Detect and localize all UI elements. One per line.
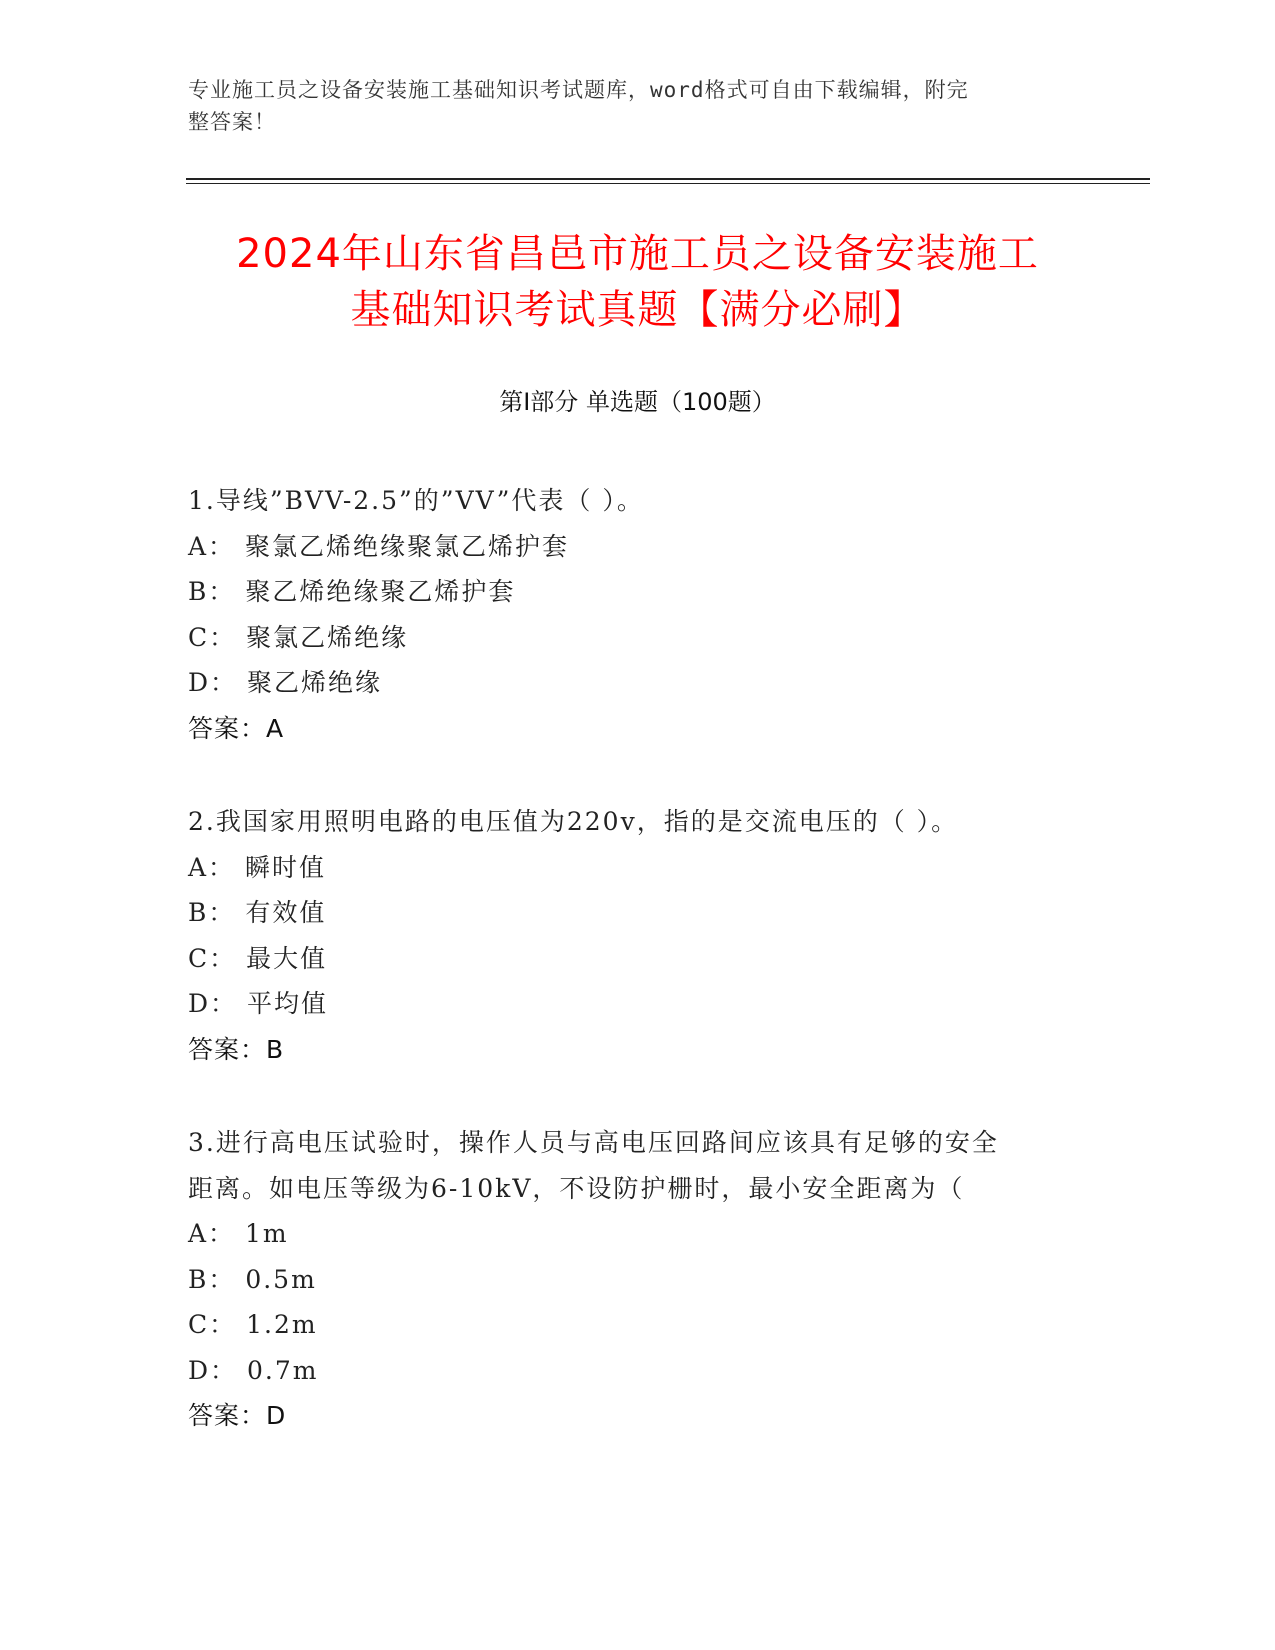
option-b	[188, 569, 1088, 615]
header-divider-thick	[186, 178, 1150, 180]
option-label: A：	[188, 1219, 236, 1248]
question-2	[188, 799, 1088, 1072]
question-3	[188, 1120, 1088, 1439]
option-a	[188, 845, 1088, 891]
option-text: 聚乙烯绝缘	[247, 668, 383, 697]
document-title-line-2: 基础知识考试真题【满分必刷】	[350, 287, 925, 333]
question-list	[188, 478, 1088, 1487]
option-text: 瞬时值	[245, 852, 327, 882]
option-b	[188, 890, 1088, 936]
option-text: 聚氯乙烯绝缘聚氯乙烯护套	[245, 531, 570, 561]
document-title-line-1: 2024年山东省昌邑市施工员之设备安装施工	[236, 231, 1039, 277]
option-label: C：	[188, 622, 237, 652]
option-c	[188, 936, 1088, 982]
header-divider-thin	[186, 183, 1150, 184]
question-stem-line-1: 3.进行高电压试验时，操作人员与高电压回路间应该具有足够的安全	[188, 1128, 999, 1157]
option-a	[188, 524, 1088, 570]
option-c	[188, 1302, 1088, 1348]
option-text: 聚乙烯绝缘聚乙烯护套	[245, 577, 516, 606]
option-d	[188, 1348, 1088, 1394]
section-heading: 第Ⅰ部分 单选题（100题）	[499, 388, 776, 416]
option-label: C：	[188, 1310, 237, 1339]
header-note-line-2: 整答案！	[188, 110, 276, 134]
option-label: D：	[188, 668, 238, 697]
option-label: C：	[188, 943, 237, 973]
option-label: A：	[188, 852, 236, 882]
question-stem: 2.我国家用照明电路的电压值为220v，指的是交流电压的（ ）。	[188, 807, 959, 836]
question-1	[188, 478, 1088, 751]
question-stem: 1.导线”BVV-2.5”的”VV”代表（ ）。	[188, 486, 644, 515]
option-text: 1.2m	[246, 1310, 318, 1339]
option-text: 聚氯乙烯绝缘	[246, 622, 409, 652]
option-d	[188, 981, 1088, 1027]
option-label: D：	[188, 989, 238, 1018]
option-a	[188, 1211, 1088, 1257]
option-text: 平均值	[247, 989, 329, 1018]
option-label: B：	[188, 898, 236, 927]
option-text: 0.5m	[245, 1264, 317, 1294]
header-note	[188, 74, 1068, 138]
option-text: 有效值	[245, 898, 327, 927]
answer-line: 答案：D	[188, 1401, 287, 1430]
option-label: B：	[188, 1264, 236, 1294]
document-title	[150, 226, 1125, 338]
option-label: D：	[188, 1355, 238, 1385]
header-note-line-1: 专业施工员之设备安装施工基础知识考试题库，word格式可自由下载编辑，附完	[188, 78, 969, 102]
option-label: B：	[188, 577, 236, 606]
option-d	[188, 660, 1088, 706]
option-text: 0.7m	[247, 1355, 319, 1385]
option-label: A：	[188, 531, 236, 561]
option-b	[188, 1257, 1088, 1303]
answer-line: 答案：B	[188, 1034, 285, 1064]
option-text: 1m	[245, 1219, 289, 1248]
question-stem-line-2: 距离。如电压等级为6-10kV，不设防护栅时，最小安全距离为（	[188, 1173, 965, 1203]
answer-line: 答案：A	[188, 713, 285, 743]
option-c	[188, 615, 1088, 661]
option-text: 最大值	[246, 943, 328, 973]
